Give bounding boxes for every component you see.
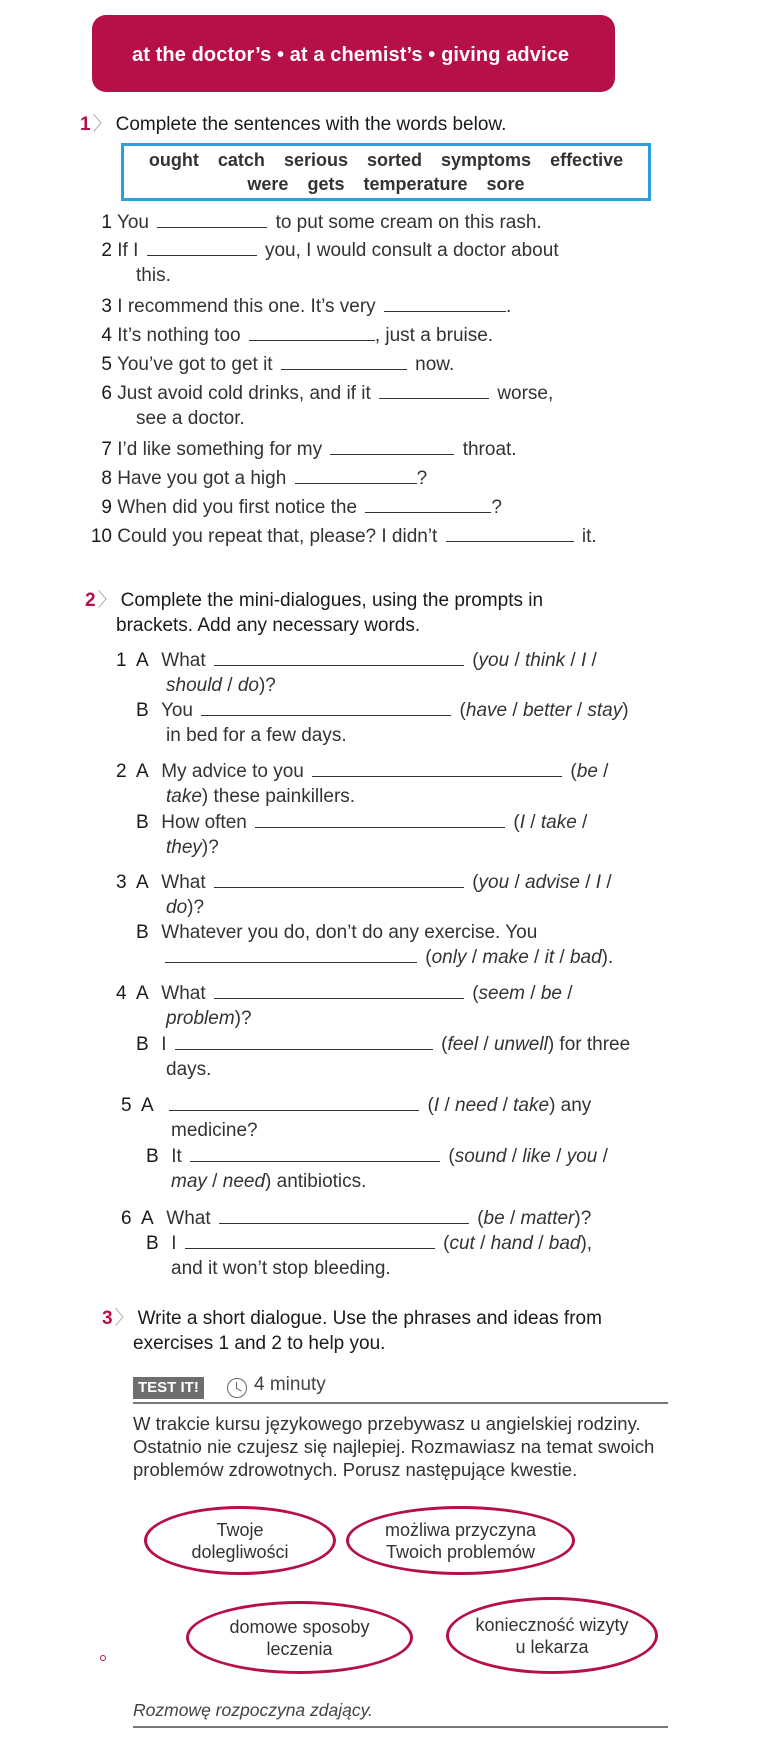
dialogue-text: It: [171, 1146, 182, 1167]
prompt-word: I: [595, 872, 602, 893]
speaker-label: A: [141, 1095, 154, 1116]
answer-blank[interactable]: [169, 1094, 419, 1111]
dialogue-line-b: B How often (I / take /: [136, 812, 588, 833]
dialogue-text: these painkillers.: [213, 786, 356, 807]
sentence-text: worse,: [497, 383, 554, 404]
prompt-word: problem: [166, 1008, 235, 1029]
chevron-right-icon: 〉: [92, 114, 112, 135]
sentence-item: [90, 352, 454, 377]
sentence-continuation: this.: [136, 265, 171, 286]
answer-blank[interactable]: [157, 211, 267, 228]
sentence-text: I’d like something for my: [117, 439, 323, 460]
prompt-word: do: [166, 897, 188, 918]
prompt-word: bad: [548, 1233, 581, 1254]
sentence-item: [90, 524, 597, 549]
prompt-word: need: [455, 1095, 498, 1116]
exercise-number: 1: [80, 114, 91, 135]
prompt-word: you: [478, 872, 510, 893]
topic-text: Twoje: [216, 1519, 264, 1540]
word-bank: [121, 143, 651, 201]
prompt-word: hand: [490, 1233, 533, 1254]
dialogue-line-b: B I (cut / hand / bad),: [146, 1233, 593, 1254]
dialogue-text: You: [160, 700, 193, 721]
speaker-label: A: [136, 872, 149, 893]
answer-blank[interactable]: [201, 699, 451, 716]
answer-blank[interactable]: [175, 1033, 433, 1050]
dialogue-continuation: problem)?: [166, 1008, 252, 1029]
prompt-word: be: [576, 761, 598, 782]
sentence-text: , just a bruise.: [374, 325, 494, 346]
prompt-word: be: [540, 983, 562, 1004]
dialogue-continuation: should / do)?: [166, 675, 276, 696]
speaker-label: B: [136, 812, 149, 833]
answer-blank[interactable]: [379, 382, 489, 399]
exercise-1-heading: [80, 112, 506, 138]
topic-text: leczenia: [266, 1638, 333, 1659]
sentence-text: When did you first notice the: [117, 497, 358, 518]
chevron-right-icon: 〉: [97, 590, 117, 611]
sentence-text: throat.: [462, 439, 517, 460]
speaker-label: A: [136, 761, 149, 782]
topic-text: dolegliwości: [191, 1541, 289, 1562]
prompt-word: I: [581, 650, 587, 671]
dialogue-continuation: do)?: [166, 897, 205, 918]
sentence-text: ?: [491, 497, 502, 518]
exercise-number: 2: [85, 590, 96, 611]
topic-text: u lekarza: [515, 1636, 589, 1657]
prompt-word: I: [519, 812, 525, 833]
prompt-word: be: [483, 1208, 505, 1229]
prompt-word: feel: [447, 1034, 479, 1055]
item-number: 4: [116, 983, 127, 1004]
answer-blank[interactable]: [219, 1207, 469, 1224]
sentence-text: .: [505, 296, 512, 317]
dialogue-continuation: days.: [166, 1059, 212, 1080]
topic-text: możliwa przyczyna: [384, 1519, 537, 1540]
item-number: 4: [101, 325, 112, 346]
prompt-word: sound: [454, 1146, 507, 1167]
topic-bubble: [446, 1597, 658, 1674]
answer-blank[interactable]: [249, 324, 375, 341]
dialogue-text: What: [161, 983, 206, 1004]
topic-bubble: [346, 1506, 575, 1575]
dialogue-line-a: 5 A (I / need / take) any: [121, 1095, 592, 1116]
exercise-number: 3: [102, 1308, 113, 1329]
chevron-right-icon: 〉: [114, 1308, 134, 1329]
prompt-word: you: [478, 650, 510, 671]
answer-blank[interactable]: [255, 811, 505, 828]
dialogue-line-b: [136, 920, 537, 945]
word-bank-row: [124, 172, 648, 196]
divider: [133, 1402, 668, 1404]
topic-bubble: [186, 1601, 413, 1674]
section-banner: [92, 15, 615, 92]
exercise-3-heading: [102, 1306, 602, 1332]
dialogue-continuation: take) these painkillers.: [166, 786, 356, 807]
speaker-label: A: [136, 650, 149, 671]
sentence-text: I recommend this one. It’s very: [117, 296, 376, 317]
dialogue-continuation: in bed for a few days.: [166, 725, 347, 746]
dialogue-line-b: B You (have / better / stay): [136, 700, 629, 721]
prompt-word: I: [433, 1095, 440, 1116]
prompt-word: unwell: [493, 1034, 548, 1055]
dialogue-continuation: medicine?: [171, 1120, 258, 1141]
sentence-item: [90, 323, 493, 348]
prompt-word: think: [525, 650, 566, 671]
prompt-word: seem: [478, 983, 525, 1004]
speaker-label: B: [146, 1233, 159, 1254]
word: sore: [486, 174, 525, 194]
speaker-label: B: [136, 700, 149, 721]
prompt-word: cut: [449, 1233, 475, 1254]
topic-text: domowe sposoby: [229, 1616, 370, 1637]
dialogue-text: How often: [161, 812, 247, 833]
speaker-label: A: [141, 1208, 154, 1229]
exercise-instruction-continuation: brackets. Add any necessary words.: [116, 615, 421, 636]
bullet-dot-icon: [100, 1655, 106, 1661]
answer-blank[interactable]: [295, 467, 417, 484]
dialogue-line-b: B It (sound / like / you /: [146, 1146, 608, 1167]
dialogue-line-a: 3 A What (you / advise / I /: [116, 872, 612, 893]
answer-blank[interactable]: [214, 649, 464, 666]
sentence-text: Have you got a high: [117, 468, 287, 489]
item-number: 2: [101, 240, 112, 261]
exercise-instruction: Write a short dialogue. Use the phrases and ideas from: [137, 1308, 602, 1329]
sentence-text: to put some cream on this rash.: [275, 212, 542, 233]
prompt-word: should: [166, 675, 222, 696]
dialogue-continuation: and it won’t stop bleeding.: [171, 1258, 391, 1279]
sentence-item: [90, 381, 553, 406]
exercise-instruction-continuation: exercises 1 and 2 to help you.: [133, 1333, 386, 1354]
item-number: 9: [101, 497, 112, 518]
prompt-word: like: [522, 1146, 551, 1167]
sentence-item: [90, 495, 502, 520]
dialogue-text: for three: [559, 1034, 631, 1055]
dialogue-line-a: 2 A My advice to you (be /: [116, 761, 609, 782]
answer-blank[interactable]: [365, 496, 491, 513]
dialogue-text: any: [560, 1095, 592, 1116]
dialogue-text: I: [171, 1233, 177, 1254]
item-number: 6: [121, 1208, 132, 1229]
topic-text: konieczność wizyty: [475, 1614, 629, 1635]
answer-blank[interactable]: [312, 760, 562, 777]
exercise-2-heading: [85, 588, 543, 614]
task-instruction: W trakcie kursu językowego przebywasz u angielskiej rodziny. Ostatnio nie czujesz się najlepiej. Rozmawiasz na temat swoich problemów zdrowotnych. Porusz następujące kwestie.: [133, 1413, 655, 1480]
prompt-word: they: [166, 837, 202, 858]
answer-blank[interactable]: [185, 1232, 435, 1249]
prompt-word: matter: [520, 1208, 575, 1229]
sentence-text: you, I would consult a doctor about: [264, 240, 559, 261]
dialogue-continuation: may / need) antibiotics.: [171, 1171, 367, 1192]
item-number: 3: [116, 872, 127, 893]
answer-blank[interactable]: [446, 525, 574, 542]
sentence-continuation: see a doctor.: [136, 408, 245, 429]
sentence-text: Could you repeat that, please? I didn’t: [117, 526, 438, 547]
item-number: 3: [101, 296, 112, 317]
prompt-word: do: [237, 675, 259, 696]
word: effective: [550, 150, 624, 170]
answer-blank[interactable]: [214, 982, 464, 999]
exercise-instruction: Complete the mini-dialogues, using the prompts in: [120, 590, 544, 611]
topic-text: Twoich problemów: [385, 1541, 536, 1562]
item-number: 2: [116, 761, 127, 782]
dialogue-text: What: [166, 1208, 211, 1229]
item-number: 5: [101, 354, 112, 375]
item-number: 1: [101, 212, 112, 233]
prompt-word: take: [540, 812, 577, 833]
prompt-word: stay: [587, 700, 623, 721]
speaker-label: B: [136, 922, 149, 943]
exercise-instruction: Complete the sentences with the words below.: [115, 114, 507, 135]
banner-title: at the doctor’s • at a chemist’s • giving advice: [132, 44, 570, 66]
task-footer-note: Rozmowę rozpoczyna zdający.: [133, 1700, 373, 1720]
prompt-word: make: [482, 947, 529, 968]
dialogue-line-a: 1 A What (you / think / I /: [116, 650, 597, 671]
word: catch: [217, 150, 265, 170]
dialogue-continuation: (only / make / it / bad).: [162, 945, 613, 970]
test-it-badge: TEST IT!: [133, 1377, 204, 1399]
dialogue-line-b: B I (feel / unwell) for three: [136, 1034, 631, 1055]
prompt-word: better: [522, 700, 572, 721]
sentence-text: If I: [117, 240, 139, 261]
item-number: 5: [121, 1095, 132, 1116]
prompt-word: take: [166, 786, 202, 807]
sentence-text: You’ve got to get it: [116, 354, 273, 375]
sentence-item: [90, 437, 517, 462]
sentence-item: [90, 294, 511, 319]
answer-blank[interactable]: [384, 295, 506, 312]
word: gets: [307, 174, 345, 194]
sentence-text: It’s nothing too: [117, 325, 241, 346]
sentence-text: it.: [581, 526, 597, 547]
item-number: 8: [101, 468, 112, 489]
item-number: 10: [90, 526, 112, 547]
prompt-word: advise: [525, 872, 580, 893]
dialogue-text: antibiotics.: [276, 1171, 367, 1192]
prompt-word: need: [222, 1171, 266, 1192]
speaker-label: A: [136, 983, 149, 1004]
answer-blank[interactable]: [330, 438, 454, 455]
dialogue-text: What: [161, 872, 206, 893]
answer-blank[interactable]: [214, 871, 464, 888]
word: serious: [283, 150, 348, 170]
answer-blank[interactable]: [147, 239, 257, 256]
word: sorted: [366, 150, 422, 170]
sentence-item: [90, 210, 542, 235]
answer-blank[interactable]: [281, 353, 407, 370]
dialogue-text: Whatever you do, don’t do any exercise. You: [161, 922, 538, 943]
dialogue-text: What: [161, 650, 206, 671]
prompt-word: only: [431, 947, 467, 968]
prompt-word: it: [544, 947, 555, 968]
dialogue-line-a: 4 A What (seem / be /: [116, 983, 573, 1004]
speaker-label: B: [146, 1146, 159, 1167]
topic-bubble: [144, 1506, 336, 1575]
dialogue-continuation: they)?: [166, 837, 219, 858]
item-number: 6: [101, 383, 112, 404]
word-bank-row: [124, 148, 648, 172]
prompt-word: take: [513, 1095, 550, 1116]
answer-blank[interactable]: [190, 1145, 440, 1162]
sentence-text: You: [116, 212, 149, 233]
word: symptoms: [441, 150, 532, 170]
prompt-word: you: [566, 1146, 598, 1167]
sentence-text: now.: [415, 354, 455, 375]
word: were: [247, 174, 289, 194]
prompt-word: may: [171, 1171, 207, 1192]
sentence-item: [90, 466, 427, 491]
sentence-text: Just avoid cold drinks, and if it: [117, 383, 371, 404]
time-limit: 4 minuty: [254, 1374, 326, 1395]
word: temperature: [363, 174, 468, 194]
speaker-label: B: [136, 1034, 149, 1055]
sentence-text: ?: [416, 468, 428, 489]
prompt-word: have: [465, 700, 508, 721]
word: ought: [148, 150, 199, 170]
sentence-item: [90, 238, 559, 263]
dialogue-text: I: [161, 1034, 167, 1055]
prompt-word: bad: [569, 947, 602, 968]
answer-blank[interactable]: [165, 946, 417, 963]
item-number: 7: [101, 439, 112, 460]
item-number: 1: [116, 650, 127, 671]
clock-icon: [227, 1378, 247, 1398]
dialogue-line-a: 6 A What (be / matter)?: [121, 1208, 592, 1229]
divider: [133, 1726, 668, 1728]
dialogue-text: My advice to you: [161, 761, 304, 782]
